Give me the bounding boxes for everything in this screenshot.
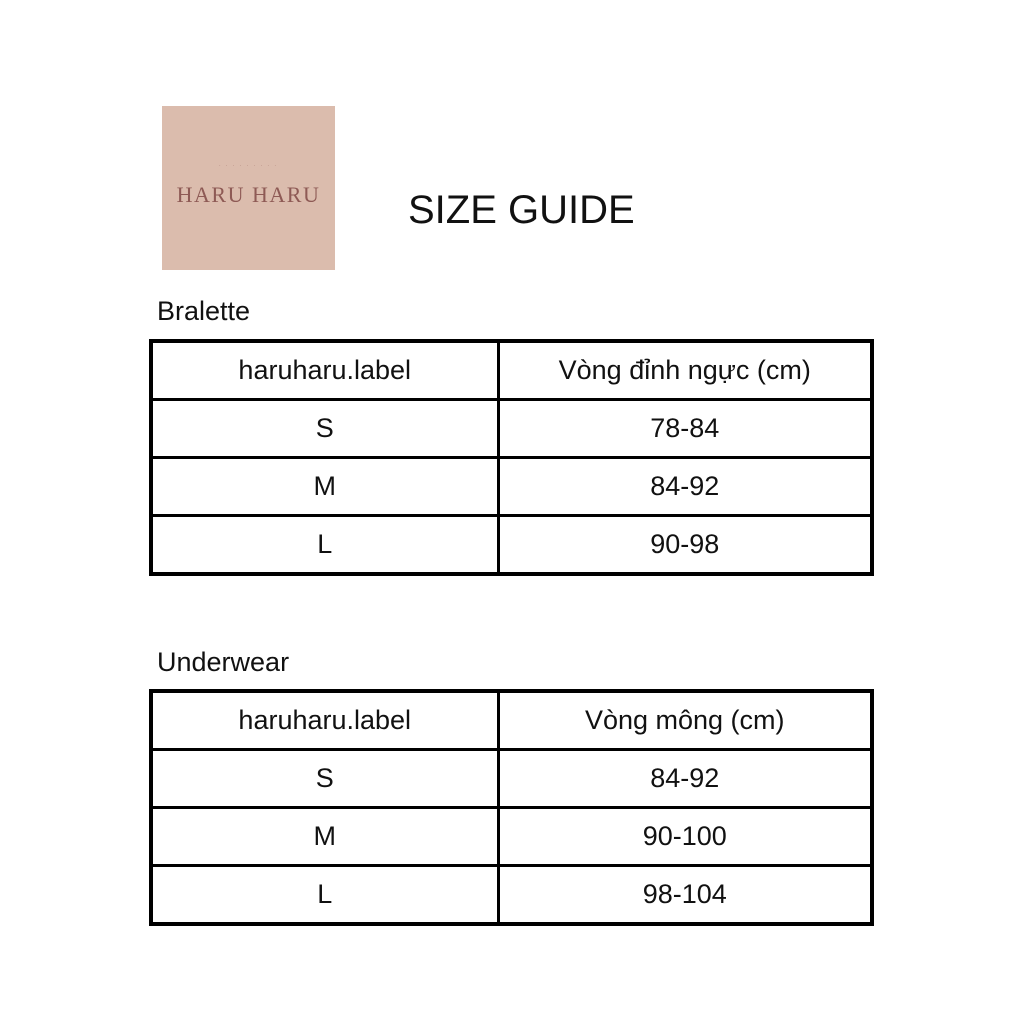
table-row <box>151 865 872 924</box>
size-cell: L <box>151 515 498 574</box>
logo-wordmark: HARU HARU <box>176 182 321 207</box>
size-cell: S <box>151 400 498 458</box>
size-cell: L <box>151 865 498 924</box>
size-cell: S <box>151 750 498 808</box>
logo-tagline: · · · · · · · · · <box>219 164 278 169</box>
range-cell: 78-84 <box>498 400 872 458</box>
range-cell: 90-100 <box>498 807 872 865</box>
range-cell: 98-104 <box>498 865 872 924</box>
range-cell: 84-92 <box>498 457 872 515</box>
table-header-row <box>151 341 872 400</box>
bralette-size-table <box>149 339 874 576</box>
table-row <box>151 457 872 515</box>
size-cell: M <box>151 457 498 515</box>
underwear-size-table <box>149 689 874 926</box>
range-cell: 90-98 <box>498 515 872 574</box>
range-cell: 84-92 <box>498 750 872 808</box>
underwear-section-title: Underwear <box>157 647 290 677</box>
table-header-row <box>151 691 872 750</box>
table-row <box>151 807 872 865</box>
header-cell-measure: Vòng đỉnh ngực (cm) <box>498 341 872 400</box>
header-cell-label: haruharu.label <box>151 691 498 750</box>
bralette-section-title: Bralette <box>157 296 251 326</box>
page-title: SIZE GUIDE <box>408 188 635 232</box>
header-cell-measure: Vòng mông (cm) <box>498 691 872 750</box>
header-cell-label: haruharu.label <box>151 341 498 400</box>
brand-logo <box>162 106 335 270</box>
table-row <box>151 400 872 458</box>
table-row <box>151 750 872 808</box>
table-row <box>151 515 872 574</box>
size-cell: M <box>151 807 498 865</box>
